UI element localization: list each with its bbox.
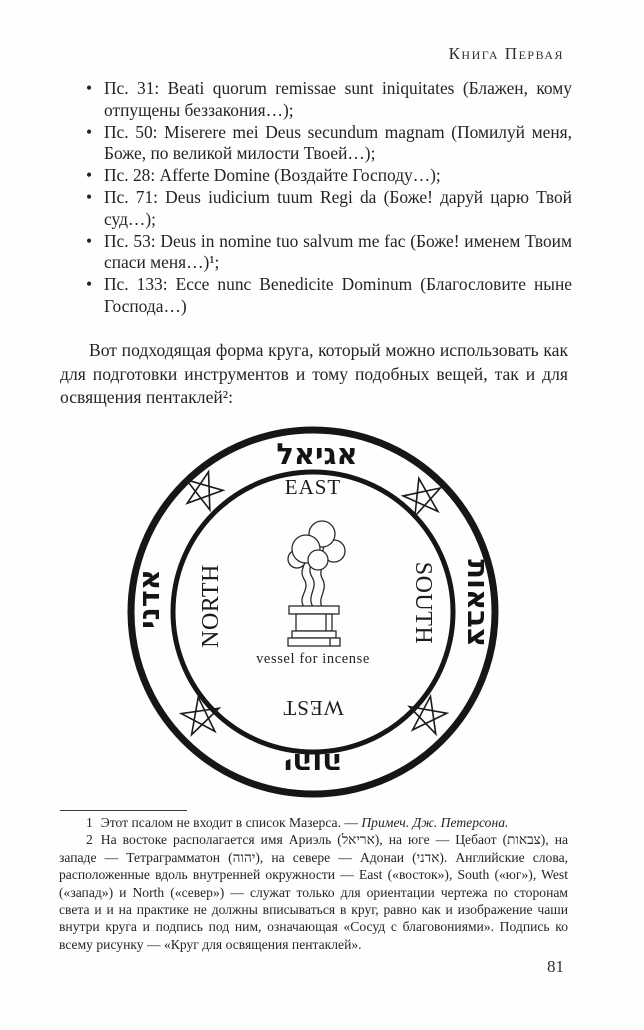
hebrew-name-south: צבאות <box>461 559 495 647</box>
psalm-text: Пс. 50: Miserere mei Deus secundum magnam (Помилуй меня, Боже, по великой милости Твоей…); <box>104 121 572 164</box>
bullet-marker: • <box>86 165 93 186</box>
bullet-marker: • <box>86 186 93 207</box>
psalm-text: Пс. 31: Beati quorum remissae sunt iniquitates (Блажен, кому отпущены беззакония…); <box>104 78 572 120</box>
direction-label-north: NORTH <box>198 564 224 648</box>
psalm-text: Пс. 28: Afferte Domine (Воздайте Господу…); <box>104 165 441 186</box>
footnote-divider <box>60 810 187 811</box>
psalm-list-item <box>60 274 572 318</box>
consecration-circle-figure <box>123 420 503 806</box>
footnote-2-text: На востоке располагается имя Ариэль (אריאל), на юге — Цебаот (צבאות), на западе — Тетраграмматон (יהוה), на севере — Адонаи (אדני). Английские слова, расположенные вдоль внутренней окружности — East («восток»), South («юг»), West («запад») и North («север») — служат только для ориентации чертежа по сторонам света и и на практике не должны вписываться в круг, равно как и изображение чаши внутри круга и подпись под ним, означающая «Сосуд с благовониями». Подпись ко всему рисунку — «Круг для освящения пентаклей». <box>59 832 569 952</box>
hebrew-name-east: אגיאל <box>276 437 358 471</box>
direction-label-south: SOUTH <box>410 561 436 645</box>
running-header: Книга Первая <box>448 44 564 63</box>
bullet-marker: • <box>86 230 93 251</box>
page-number: 81 <box>547 957 564 976</box>
bullet-marker: • <box>86 121 93 142</box>
smoke-puff <box>308 550 328 570</box>
incense-vessel-drawing <box>288 521 345 646</box>
bullet-marker: • <box>86 78 93 98</box>
intro-paragraph: Вот подходящая форма круга, который можно использовать как для подготовки инструментов и тому подобных вещей, так и для освящения пентаклей²: <box>60 340 568 408</box>
psalm-list <box>60 78 572 318</box>
vessel-caption: vessel for incense <box>256 651 370 667</box>
psalm-list-item <box>60 231 572 275</box>
psalm-list-item <box>60 165 572 187</box>
psalm-text: Пс. 71: Deus iudicium tuum Regi da (Боже! даруй царю Твой суд…); <box>104 186 572 229</box>
footnote-1 <box>59 814 568 831</box>
footnotes-block <box>59 814 568 953</box>
psalm-list-item <box>60 78 572 122</box>
footnote-2-marker: 2 <box>86 832 93 848</box>
direction-label-west: WEST <box>282 696 344 720</box>
altar-cornice <box>289 606 339 614</box>
footnote-1-text: Этот псалом не входит в список Мазерса. — <box>100 815 362 830</box>
footnote-2 <box>59 831 568 953</box>
hebrew-name-west: יהוה <box>283 747 343 781</box>
hebrew-name-north: אדני <box>132 569 166 629</box>
direction-label-east: EAST <box>284 475 342 499</box>
footnote-1-marker: 1 <box>86 815 93 830</box>
altar-base <box>288 638 340 646</box>
psalm-list-item <box>60 187 572 231</box>
psalm-list-item <box>60 122 572 166</box>
psalm-text: Пс. 53: Deus in nomine tuo salvum me fac (Боже! именем Твоим спаси меня…)¹; <box>104 230 572 273</box>
psalm-text: Пс. 133: Ecce nunc Benedicite Dominum (Благословите ныне Господа…) <box>104 274 572 316</box>
footnote-1-attribution: Примеч. Дж. Петерсона. <box>361 815 509 830</box>
bullet-marker: • <box>86 274 93 295</box>
altar-step <box>292 631 336 638</box>
